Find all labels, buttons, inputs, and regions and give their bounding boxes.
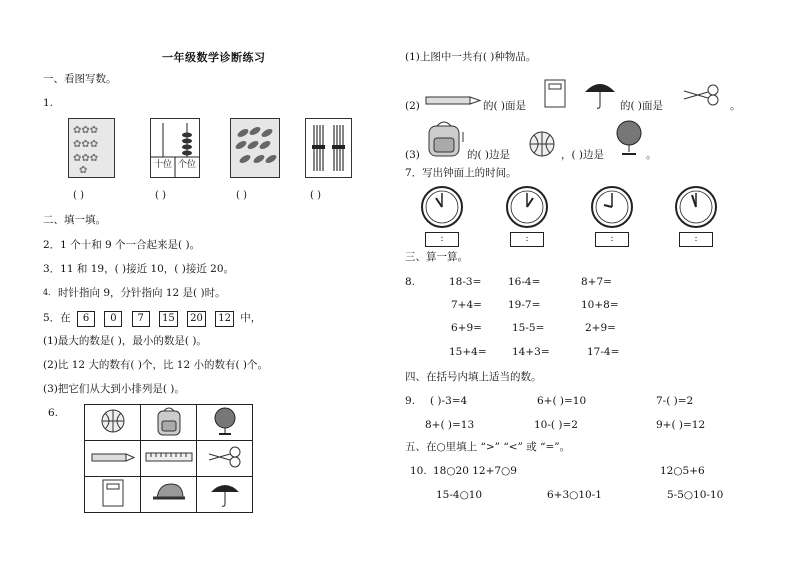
stick-bundle-icon <box>306 119 351 177</box>
basketball-icon <box>98 406 128 436</box>
globe-icon <box>614 118 644 158</box>
clock-1-icon <box>420 185 464 229</box>
fill-1-1: ( )-3=4 <box>430 395 468 407</box>
calc-2-1: 7+4= <box>451 299 482 311</box>
calc-3-1: 6+9= <box>451 322 482 334</box>
svg-text:✿✿✿: ✿✿✿ <box>73 153 99 164</box>
clock-1-answer[interactable]: : <box>425 232 459 247</box>
right-question-3-end: 。 <box>646 149 657 161</box>
cap-icon <box>149 480 189 506</box>
clock-4-icon <box>674 185 718 229</box>
ones-label: 个位 <box>178 160 197 170</box>
question-5-part-1: (1)最大的数是( )，最小的数是( )。 <box>43 335 207 347</box>
number-box-4: 15 <box>159 311 178 327</box>
grid-cell-globe <box>197 405 253 441</box>
clock-3-icon <box>590 185 634 229</box>
calc-1-3: 8+7= <box>581 276 612 288</box>
calc-2-3: 10+8= <box>581 299 619 311</box>
maple-leaves-picture <box>68 118 115 178</box>
grid-cell-backpack <box>141 405 197 441</box>
clock-2-icon <box>505 185 549 229</box>
section-2-heading: 二、填一填。 <box>43 214 106 226</box>
section-4-heading: 四、在括号内填上适当的数。 <box>405 371 542 383</box>
number-box-3: 7 <box>132 311 150 327</box>
number-box-1: 6 <box>77 311 95 327</box>
question-8-number: 8. <box>405 276 416 288</box>
question-5-prefix: 5．在 <box>43 312 71 324</box>
question-4-number: 4． <box>43 288 57 297</box>
fill-1-2: 6+( )=10 <box>537 395 587 407</box>
pencil-icon <box>90 450 136 464</box>
question-7: 7．写出钟面上的时间。 <box>405 167 517 179</box>
number-box-6: 12 <box>215 311 234 327</box>
stick-bundles-picture <box>305 118 352 178</box>
grid-cell-ball <box>85 405 141 441</box>
fill-2-3: 9+( )=12 <box>656 419 706 431</box>
section-5-heading: 五、在○里填上 “>” “<” 或 “=”。 <box>405 441 571 453</box>
answer-blank-1[interactable]: ( ) <box>73 190 84 201</box>
svg-text:✿: ✿ <box>79 165 88 176</box>
question-5 <box>43 311 261 327</box>
grid-cell-scissors <box>197 441 253 477</box>
page-title: 一年级数学诊断练习 <box>162 51 266 64</box>
scissors-icon <box>205 445 245 469</box>
leaf-bundle-icon <box>231 119 279 177</box>
question-5-part-3: (3)把它们从大到小排列是( )。 <box>43 383 185 395</box>
items-grid <box>84 404 253 513</box>
pencil-icon <box>424 94 482 108</box>
fill-2-1: 8+( )=13 <box>425 419 475 431</box>
notebook-icon <box>542 78 568 110</box>
question-10-number: 10. <box>410 465 427 477</box>
abacus-picture <box>150 118 200 178</box>
backpack-icon <box>422 118 468 158</box>
scissors-icon <box>680 82 724 108</box>
question-3: 3．11 和 19，( )接近 10，( )接近 20。 <box>43 263 235 275</box>
right-question-3-prefix: (3) <box>405 149 420 161</box>
question-2: 2．1 个十和 9 个一合起来是( )。 <box>43 239 201 251</box>
section-3-heading: 三、算一算。 <box>405 251 468 263</box>
question-5-part-2: (2)比 12 大的数有( )个，比 12 小的数有( )个。 <box>43 359 269 371</box>
ruler-icon <box>145 451 193 463</box>
umbrella-icon <box>207 478 243 508</box>
right-question-2-prefix: (2) <box>405 100 420 112</box>
number-box-2: 0 <box>104 311 122 327</box>
calc-4-2: 14+3= <box>512 346 550 358</box>
calc-1-2: 16-4= <box>508 276 541 288</box>
right-question-1: (1)上图中一共有( )种物品。 <box>405 51 537 63</box>
calc-1-1: 18-3= <box>449 276 482 288</box>
svg-text:✿✿✿: ✿✿✿ <box>73 139 99 150</box>
compare-2-1: 15-4○10 <box>436 489 483 501</box>
calc-4-1: 15+4= <box>449 346 487 358</box>
calc-2-2: 19-7= <box>508 299 541 311</box>
fill-2-2: 10-( )=2 <box>534 419 578 431</box>
grid-cell-pencil <box>85 441 141 477</box>
right-question-2-part-2: 的( )面是 <box>620 100 664 112</box>
question-9-number: 9. <box>405 395 416 407</box>
question-5-suffix: 中， <box>240 312 262 324</box>
svg-text:✿✿✿: ✿✿✿ <box>73 125 99 136</box>
leaves-pile-picture <box>230 118 280 178</box>
answer-blank-3[interactable]: ( ) <box>236 190 247 201</box>
question-6-number: 6. <box>48 407 59 419</box>
umbrella-icon <box>582 76 618 110</box>
grid-cell-cap <box>141 477 197 513</box>
question-4: 时针指向 9，分针指向 12 是( )时。 <box>58 287 226 299</box>
right-question-3-part-1: 的( )边是 <box>467 149 511 161</box>
grid-cell-umbrella <box>197 477 253 513</box>
question-1-number: 1. <box>43 97 54 109</box>
tens-label: 十位 <box>154 160 173 170</box>
calc-4-3: 17-4= <box>587 346 620 358</box>
section-1-heading: 一、看图写数。 <box>43 73 117 85</box>
compare-1-1: 18○20 12+7○9 <box>433 465 517 477</box>
right-question-2-end: 。 <box>730 100 741 112</box>
right-question-2-part-1: 的( )面是 <box>483 100 527 112</box>
basketball-icon <box>528 130 556 158</box>
compare-1-2: 12○5+6 <box>660 465 705 477</box>
grid-cell-notebook <box>85 477 141 513</box>
grid-cell-ruler <box>141 441 197 477</box>
fill-1-3: 7-( )=2 <box>656 395 694 407</box>
compare-2-2: 6+3○10-1 <box>547 489 602 501</box>
calc-3-3: 2+9= <box>585 322 616 334</box>
clock-3-answer[interactable]: : <box>595 232 629 247</box>
notebook-icon <box>100 478 126 508</box>
number-box-5: 20 <box>187 311 206 327</box>
compare-2-3: 5-5○10-10 <box>667 489 724 501</box>
maple-leaves-icon <box>69 119 114 177</box>
clock-4-answer[interactable]: : <box>679 232 713 247</box>
answer-blank-4[interactable]: ( ) <box>310 190 321 201</box>
backpack-icon <box>152 405 186 437</box>
clock-2-answer[interactable]: : <box>510 232 544 247</box>
right-question-3-part-2: ，( )边是 <box>561 149 605 161</box>
globe-icon <box>210 405 240 437</box>
calc-3-2: 15-5= <box>512 322 545 334</box>
answer-blank-2[interactable]: ( ) <box>155 190 166 201</box>
